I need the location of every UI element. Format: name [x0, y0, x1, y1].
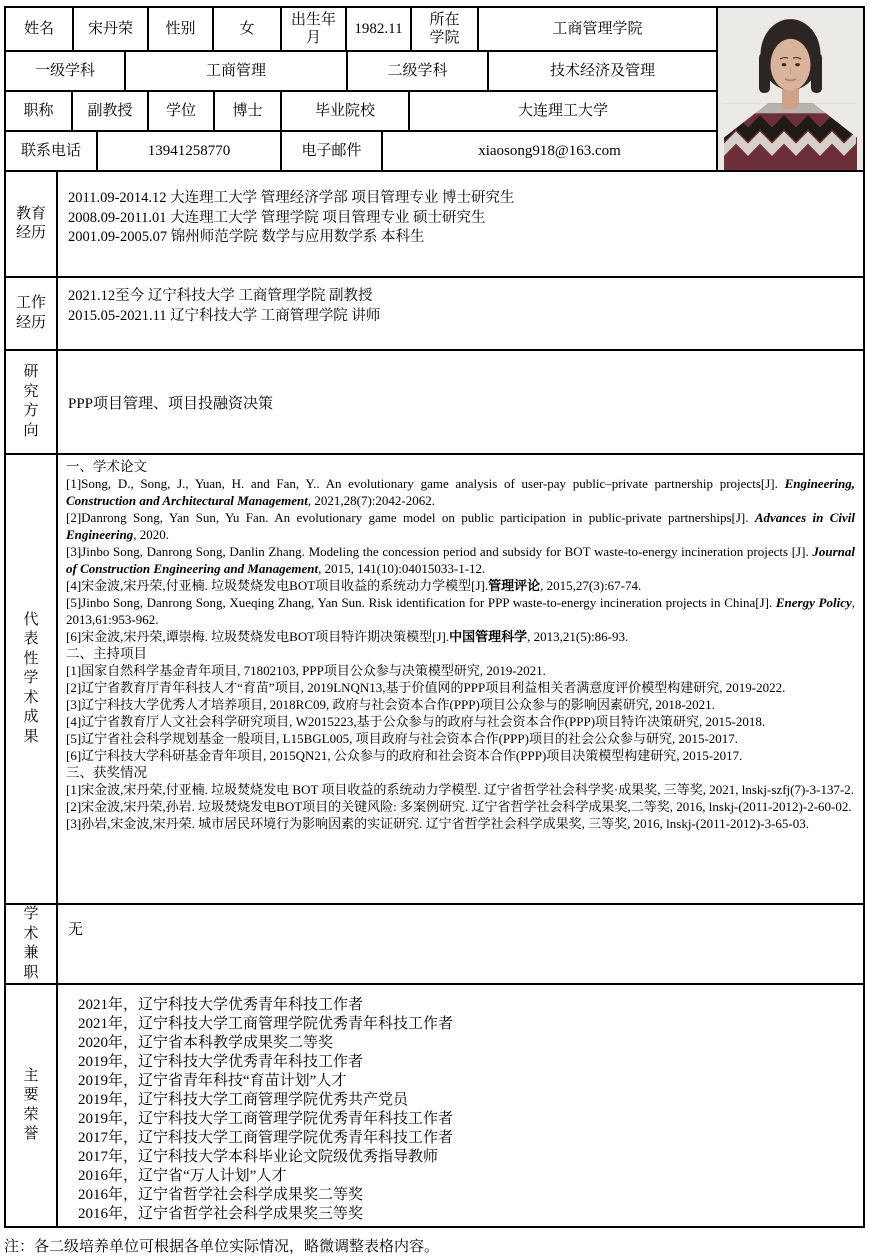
text-segment: 中国管理科学	[449, 629, 528, 644]
papers-heading: 一、学术论文	[66, 459, 147, 474]
label-char: 术	[23, 925, 39, 942]
section-achievements	[6, 455, 863, 905]
text-segment: [3]Jinbo Song, Danrong Song, Danlin Zhang. Modeling the concession period and subsidy for BOT waste-to-energy incineration projects [J].	[66, 544, 813, 559]
parttime-label	[6, 905, 58, 983]
text-segment: [1]Song, D., Song, J., Yuan, H. and Fan, Y.. An evolutionary game analysis of user-pay public–private partnership projects[J].	[66, 476, 785, 491]
paper-item	[66, 577, 855, 594]
education-label	[6, 172, 58, 276]
achievements-label	[6, 455, 58, 903]
top-info-block	[6, 8, 863, 172]
awards-heading: 三、获奖情况	[66, 765, 147, 780]
email-value: xiaosong918@163.com	[478, 143, 621, 159]
achievements-content	[58, 455, 863, 903]
label-char: 研	[23, 364, 39, 380]
section-honors	[6, 985, 863, 1226]
text-segment: , 2021,28(7):2042-2062.	[307, 493, 435, 508]
text-segment: [4]宋金波,宋丹荣,付亚楠. 垃圾焚烧发电BOT项目收益的系统动力学模型[J].	[66, 578, 489, 593]
awards-list	[66, 781, 855, 832]
cv-table	[4, 6, 865, 1228]
label-char: 成	[23, 709, 39, 726]
phone-value: 13941258770	[98, 132, 282, 170]
row-title-degree	[6, 92, 716, 132]
label-line: 所在	[429, 12, 460, 28]
paper-item	[66, 543, 855, 577]
discipline2-label: 二级学科	[348, 52, 489, 90]
honor-line: 2019年，辽宁省青年科技“育苗计划”人才	[78, 1073, 347, 1089]
college-value: 工商管理学院	[552, 21, 643, 37]
project-item: [6]辽宁科技大学科研基金青年项目, 2015QN21, 公众参与的政府和社会资本合作(PPP)项目决策模型构建研究, 2015-2017.	[66, 748, 743, 763]
photo	[716, 8, 863, 170]
label-char: 究	[23, 383, 39, 400]
text-segment: Journal of Construction Engineering and Management	[66, 544, 855, 576]
label-char: 兼	[23, 945, 39, 961]
paper-item	[66, 594, 855, 628]
top-info-grid	[6, 8, 716, 170]
parttime-content: 无	[68, 922, 84, 938]
award-item: [3]孙岩,宋金波,宋丹荣. 城市居民环境行为影响因素的实证研究. 辽宁省哲学社会科学成果奖, 三等奖, 2016, lnskj-(2011-2012)-3-65-03.	[66, 816, 810, 831]
text-segment: , 2013,21(5):86-93.	[527, 629, 629, 644]
footnote: 注：各二级培养单位可根据各单位实际情况，略微调整表格内容。	[4, 1239, 440, 1255]
project-item: [1]国家自然科学基金青年项目, 71802103, PPP项目公众参与决策模型研究, 2019-2021.	[66, 663, 546, 678]
label-char: 方	[23, 403, 39, 419]
row-disciplines	[6, 52, 716, 92]
gender-value: 女	[214, 8, 282, 50]
research-content: PPP项目管理、项目投融资决策	[68, 395, 274, 412]
paper-item	[66, 628, 855, 645]
honor-line: 2019年，辽宁科技大学工商管理学院优秀青年科技工作者	[78, 1111, 454, 1127]
section-parttime	[6, 905, 863, 985]
text-segment: , 2020.	[133, 527, 169, 542]
text-segment: [5]Jinbo Song, Danrong Song, Xueqing Zhang, Yan Sun. Risk identification for PPP waste-to-energy incineration projects in China[J].	[66, 595, 776, 610]
label-line: 月	[305, 30, 321, 46]
honor-line: 2021年，辽宁科技大学工商管理学院优秀青年科技工作者	[78, 1016, 454, 1032]
text-segment: [6]宋金波,宋丹荣,谭崇梅. 垃圾焚烧发电BOT项目特许期决策模型[J].	[66, 629, 450, 644]
work-line: 2021.12至今 辽宁科技大学 工商管理学院 副教授	[68, 288, 373, 304]
birth-label	[282, 8, 347, 50]
work-label	[6, 278, 58, 349]
project-item: [3]辽宁科技大学优秀人才培养项目, 2018RC09, 政府与社会资本合作(PPP)项目公众参与的影响因素研究, 2018-2021.	[66, 697, 715, 712]
award-item: [1]宋金波,宋丹荣,付亚楠. 垃圾焚烧发电 BOT 项目收益的系统动力学模型. 辽宁省哲学社会科学奖·成果奖, 三等奖, 2021, lnskj-szfj(7)-3-137-2.	[66, 782, 855, 797]
label-char: 向	[23, 422, 39, 439]
text-segment: , 2015, 141(10):04015033-1-12.	[318, 561, 486, 576]
section-work	[6, 278, 863, 351]
discipline1-label: 一级学科	[6, 52, 126, 90]
name-label: 姓名	[6, 8, 74, 50]
name-value: 宋丹荣	[74, 8, 149, 50]
paper-item	[66, 509, 855, 543]
work-content	[58, 278, 863, 349]
projects-list	[66, 662, 855, 764]
portrait-illustration	[718, 8, 863, 170]
degree-value: 博士	[215, 92, 282, 130]
row-contact	[6, 132, 716, 170]
project-item: [2]辽宁省教育厅青年科技人才“育苗”项目, 2019LNQN13,基于价值网的PPP项目利益相关者满意度评价模型构建研究, 2019-2022.	[66, 680, 786, 695]
honor-line: 2016年，辽宁省“万人计划”人才	[78, 1168, 287, 1184]
education-content	[58, 172, 863, 276]
honor-line: 2016年，辽宁省哲学社会科学成果奖三等奖	[78, 1206, 364, 1222]
label-char: 誉	[23, 1126, 39, 1142]
email-label: 电子邮件	[282, 132, 383, 170]
label-char: 职	[23, 964, 39, 981]
honor-line: 2017年，辽宁科技大学工商管理学院优秀青年科技工作者	[78, 1130, 454, 1146]
label-line: 教育	[15, 205, 46, 222]
text-segment: Advances in Civil Engineering	[66, 510, 855, 542]
phone-label: 联系电话	[6, 132, 98, 170]
degree-label: 学位	[149, 92, 215, 130]
gender-label: 性别	[149, 8, 214, 50]
label-line: 经历	[15, 314, 46, 331]
honor-line: 2019年，辽宁科技大学优秀青年科技工作者	[78, 1054, 364, 1070]
honors-content	[58, 985, 863, 1226]
text-segment: , 2013,61:953-962.	[66, 595, 855, 627]
education-line: 2008.09-2011.01 大连理工大学 管理学院 项目管理专业 硕士研究生	[68, 209, 486, 226]
honor-line: 2020年，辽宁省本科教学成果奖二等奖	[78, 1035, 334, 1051]
title-label: 职称	[6, 92, 73, 130]
work-line: 2015.05-2021.11 辽宁科技大学 工商管理学院 讲师	[68, 307, 381, 324]
school-value: 大连理工大学	[517, 103, 608, 119]
label-char: 荣	[23, 1106, 39, 1123]
text-segment: Energy Policy	[775, 595, 852, 610]
text-segment: , 2015,27(3):67-74.	[540, 578, 642, 593]
label-char: 主	[23, 1067, 39, 1084]
label-line: 工作	[15, 295, 46, 311]
label-line: 出生年	[290, 12, 336, 28]
honor-line: 2017年，辽宁科技大学本科毕业论文院级优秀指导教师	[78, 1149, 439, 1165]
text-segment: Engineering, Construction and Architectural Management	[66, 476, 855, 508]
label-char: 代	[23, 611, 39, 628]
honors-label	[6, 985, 58, 1226]
label-line: 学院	[429, 30, 460, 46]
label-char: 术	[23, 689, 39, 706]
text-segment: [2]Danrong Song, Yan Sun, Yu Fan. An evolutionary game model on public participation in public-private partnerships[J].	[66, 510, 755, 525]
discipline1-value: 工商管理	[126, 52, 348, 90]
label-line: 经历	[15, 225, 46, 241]
project-item: [4]辽宁省教育厅人文社会科学研究项目, W2015223,基于公众参与的政府与社会资本合作(PPP)项目特许决策研究, 2015-2018.	[66, 714, 766, 729]
school-label: 毕业院校	[282, 92, 410, 130]
section-research	[6, 351, 863, 455]
projects-heading: 二、主持项目	[66, 646, 147, 661]
honor-line: 2016年，辽宁省哲学社会科学成果奖二等奖	[78, 1187, 364, 1203]
education-line: 2011.09-2014.12 大连理工大学 管理经济学部 项目管理专业 博士研究生	[68, 190, 515, 206]
label-char: 要	[23, 1087, 39, 1103]
college-label	[412, 8, 479, 50]
birth-value: 1982.11	[347, 8, 412, 50]
label-char: 学	[23, 906, 39, 922]
section-education	[6, 172, 863, 278]
label-char: 学	[23, 670, 39, 687]
paper-item	[66, 475, 855, 509]
honor-line: 2021年，辽宁科技大学优秀青年科技工作者	[78, 997, 364, 1013]
title-value: 副教授	[73, 92, 149, 130]
label-char: 表	[23, 631, 39, 648]
honor-line: 2019年，辽宁科技大学工商管理学院优秀共产党员	[78, 1092, 409, 1108]
research-label	[6, 351, 58, 453]
award-item: [2]宋金波,宋丹荣,孙岩. 垃圾焚烧发电BOT项目的关键风险: 多案例研究. 辽宁省哲学社会科学成果奖,二等奖, 2016, lnskj-(2011-2012)-2-60-02.	[66, 799, 852, 814]
label-char: 果	[23, 728, 39, 745]
row-basic	[6, 8, 716, 52]
education-line: 2001.09-2005.07 锦州师范学院 数学与应用数学系 本科生	[68, 229, 425, 245]
discipline2-value: 技术经济及管理	[549, 63, 655, 79]
papers-list	[66, 475, 855, 645]
label-char: 性	[23, 650, 39, 667]
project-item: [5]辽宁省社会科学规划基金一般项目, L15BGL005, 项目政府与社会资本合作(PPP)项目的社会公众参与研究, 2015-2017.	[66, 731, 739, 746]
text-segment: 管理评论	[488, 578, 541, 593]
